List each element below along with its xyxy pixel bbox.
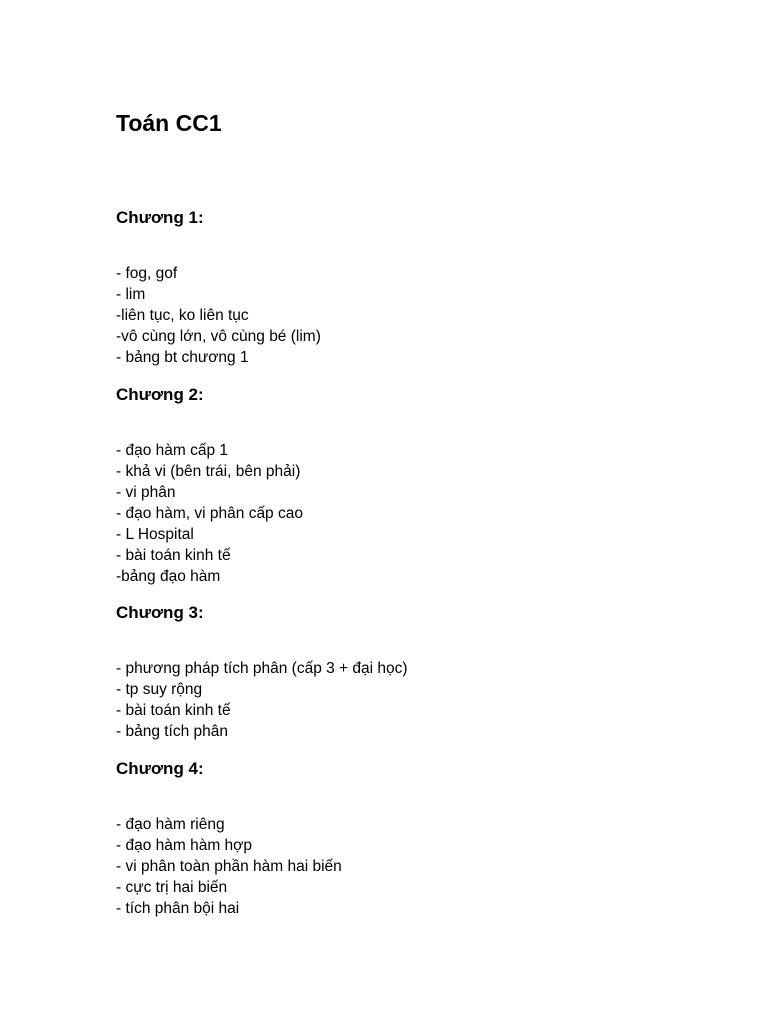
list-item: - khả vi (bên trái, bên phải) (116, 463, 301, 480)
list-item: - L Hospital (116, 526, 194, 543)
list-item: - phương pháp tích phân (cấp 3 + đại học) (116, 660, 408, 677)
list-item: - tp suy rộng (116, 681, 203, 698)
section-list-chuong-4 (116, 814, 342, 919)
section-heading-chuong-3: Chương 3: (116, 603, 204, 622)
section-list-chuong-2 (116, 440, 303, 587)
list-item: - đạo hàm cấp 1 (116, 442, 229, 459)
list-item: - đạo hàm hàm hợp (116, 837, 252, 854)
document-title: Toán CC1 (116, 110, 222, 136)
list-item: - tích phân bội hai (116, 900, 240, 917)
section-list-chuong-3 (116, 658, 408, 742)
section-heading-chuong-1: Chương 1: (116, 208, 204, 227)
list-item: - cực trị hai biến (116, 879, 228, 896)
list-item: - bài toán kinh tế (116, 702, 231, 719)
list-item: -liên tục, ko liên tục (116, 307, 249, 324)
list-item: - đạo hàm riêng (116, 816, 225, 833)
list-item: - vi phân (116, 484, 176, 501)
list-item: - vi phân toàn phần hàm hai biến (116, 858, 342, 875)
list-item: -bảng đạo hàm (116, 568, 221, 585)
list-item: - bài toán kinh tế (116, 547, 231, 564)
list-item: - bảng bt chương 1 (116, 349, 249, 366)
list-item: - đạo hàm, vi phân cấp cao (116, 505, 303, 522)
list-item: -vô cùng lớn, vô cùng bé (lim) (116, 328, 321, 345)
section-list-chuong-1 (116, 263, 321, 368)
section-heading-chuong-4: Chương 4: (116, 759, 204, 778)
list-item: - lim (116, 286, 146, 303)
list-item: - fog, gof (116, 265, 178, 282)
section-heading-chuong-2: Chương 2: (116, 385, 204, 404)
list-item: - bảng tích phân (116, 723, 229, 740)
